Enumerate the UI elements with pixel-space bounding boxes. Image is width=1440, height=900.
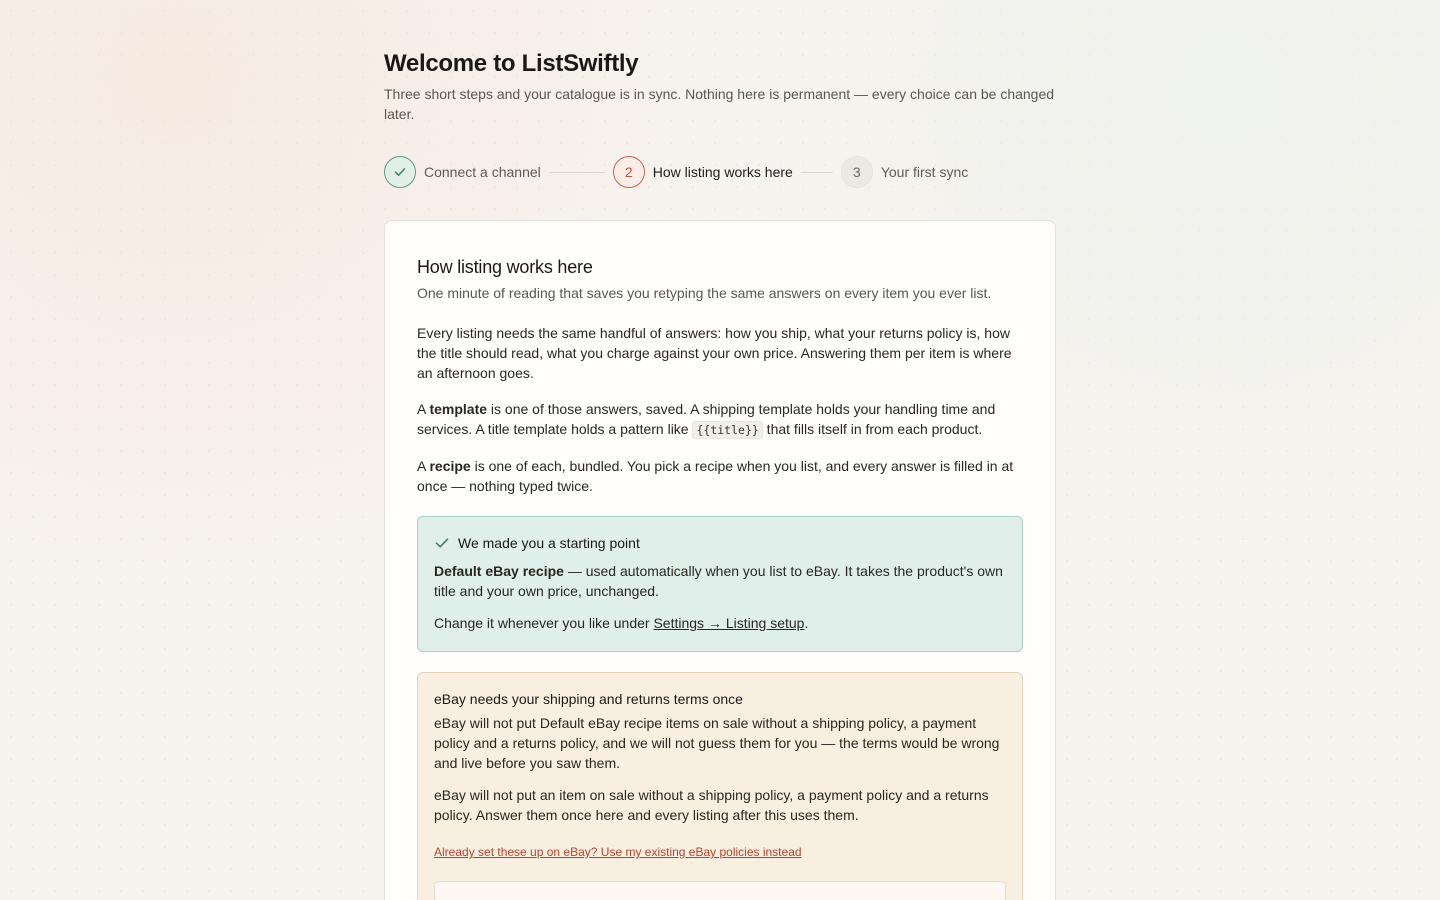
default-recipe-name: Default eBay recipe (434, 563, 564, 579)
step-connector (801, 172, 833, 173)
step-number: 2 (613, 156, 645, 188)
title-placeholder-code: {{title}} (692, 421, 762, 439)
onboarding-stepper (384, 156, 1056, 188)
ebay-terms-notice (417, 672, 1023, 900)
step-how-listing-works[interactable] (613, 156, 793, 188)
onboarding-page (384, 48, 1056, 188)
step-label: Connect a channel (424, 164, 541, 180)
card-subtitle: One minute of reading that saves you retyping the same answers on every item you ever list. (417, 285, 992, 301)
step-label: How listing works here (652, 164, 793, 180)
use-existing-policies-link[interactable]: Already set these up on eBay? Use my existing eBay policies instead (434, 845, 802, 859)
ebay-terms-title: eBay needs your shipping and returns terms once (434, 691, 743, 707)
recipe-term: recipe (429, 458, 471, 474)
step-connect-channel[interactable] (384, 156, 541, 188)
default-recipe-description: Default eBay recipe — used automatically when you list to eBay. It takes the product's own title and your own price, unchanged. (434, 563, 1003, 599)
template-paragraph: A template is one of those answers, saved. A shipping template holds your handling time and services. A title template holds a pattern like {{title}} that fills itself in from each product. (417, 401, 996, 437)
change-settings-text: Change it whenever you like under Settings → Listing setup. (434, 615, 809, 631)
check-icon (393, 165, 407, 179)
intro-paragraph: Every listing needs the same handful of answers: how you ship, what your returns policy is, how the title should read, what you charge against your own price. Answering them per item is where an afternoon goes. (417, 325, 1012, 381)
page-title: Welcome to ListSwiftly (384, 50, 639, 77)
ebay-terms-body-secondary: eBay will not put an item on sale without a shipping policy, a payment policy and a returns policy. Answer them once here and every listing after this uses them. (434, 787, 989, 823)
listing-setup-link[interactable]: Settings → Listing setup (653, 615, 805, 631)
check-icon (434, 535, 450, 551)
step-first-sync[interactable] (841, 156, 968, 188)
step-complete-indicator (384, 156, 416, 188)
starting-point-notice (417, 516, 1023, 652)
recipe-paragraph: A recipe is one of each, bundled. You pick a recipe when you list, and every answer is filled in at once — nothing typed twice. (417, 458, 1014, 494)
step-connector (549, 172, 605, 173)
page-subtitle: Three short steps and your catalogue is in sync. Nothing here is permanent — every choice can be changed later. (384, 86, 1055, 122)
template-term: template (429, 401, 488, 417)
listing-explainer-card (384, 220, 1056, 900)
notice-title: We made you a starting point (458, 535, 640, 551)
ebay-terms-body: eBay will not put Default eBay recipe items on sale without a shipping policy, a payment policy and a returns policy, and we will not guess them for you — the terms would be wrong and live before you saw them. (434, 715, 1000, 771)
step-number: 3 (841, 156, 873, 188)
notice-header (434, 533, 1006, 553)
policy-form-panel (434, 881, 1006, 900)
card-title: How listing works here (417, 257, 593, 277)
step-label: Your first sync (880, 164, 969, 180)
